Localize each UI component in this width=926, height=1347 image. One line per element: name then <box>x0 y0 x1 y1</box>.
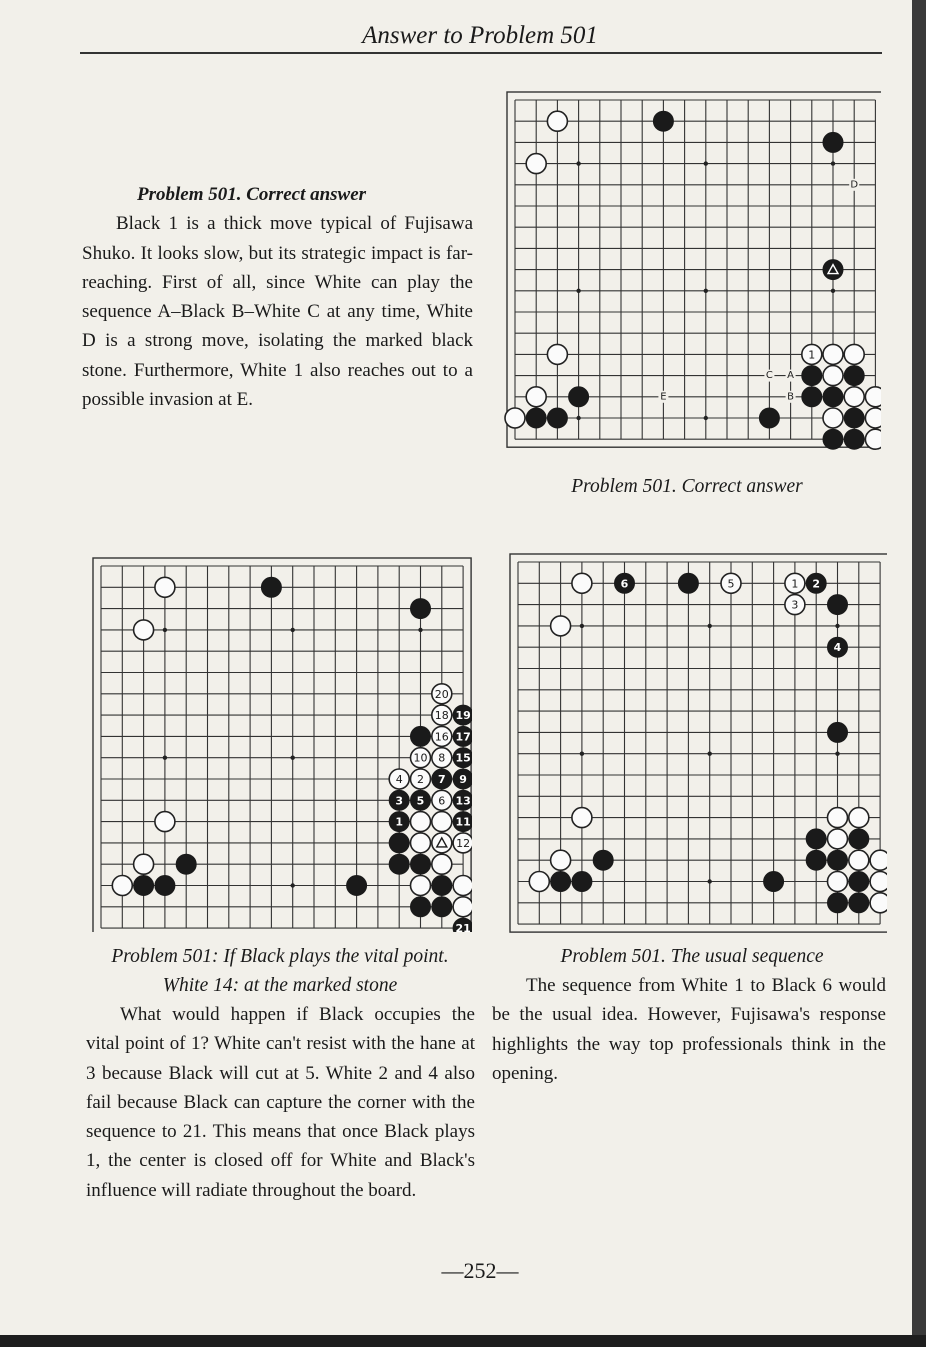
white-stone <box>828 829 848 849</box>
white-stone <box>529 872 549 892</box>
star-point <box>163 756 167 760</box>
move-number-label: 5 <box>416 794 425 808</box>
move-number-label: 4 <box>395 773 403 786</box>
black-stone <box>828 893 848 913</box>
move-number-label: 21 <box>455 922 471 932</box>
black-stone <box>849 893 869 913</box>
caption-vital-point-line1: Problem 501: If Black plays the vital point. <box>111 946 449 967</box>
black-stone <box>849 829 869 849</box>
star-point <box>291 628 295 632</box>
white-stone <box>870 893 887 913</box>
white-stone <box>849 850 869 870</box>
move-number-label: 7 <box>437 773 446 786</box>
black-stone <box>764 872 784 892</box>
board-point-letter: E <box>660 391 667 403</box>
black-stone <box>802 366 822 386</box>
move-number-label: 1 <box>395 815 404 829</box>
move-number-label: 3 <box>791 598 799 612</box>
caption-vital-point <box>70 942 490 1000</box>
black-stone <box>849 872 869 892</box>
caption-vital-point-line2: White 14: at the marked stone <box>162 975 398 996</box>
black-stone <box>572 872 592 892</box>
move-number-label: 3 <box>395 794 404 808</box>
black-stone <box>828 722 848 742</box>
move-number-label: 1 <box>791 577 799 591</box>
star-point <box>580 624 584 628</box>
star-point <box>708 879 712 883</box>
black-stone <box>411 897 431 917</box>
star-point <box>835 752 839 756</box>
board-grid <box>101 566 463 928</box>
go-board-vital-point <box>88 548 472 932</box>
black-stone <box>411 854 431 874</box>
white-stone <box>551 850 571 870</box>
page-edge-shadow <box>912 0 926 1347</box>
white-stone <box>870 850 887 870</box>
white-stone <box>411 833 431 853</box>
page-header: Answer to Problem 501 <box>362 22 598 49</box>
black-stone <box>844 366 864 386</box>
black-stone <box>547 408 567 428</box>
star-point <box>704 416 708 420</box>
move-number-label: 16 <box>434 730 449 744</box>
go-board-usual-sequence <box>503 548 887 936</box>
move-number-label: 8 <box>438 751 446 765</box>
move-number-label: 6 <box>620 577 629 591</box>
white-stone <box>453 897 472 917</box>
white-stone <box>411 812 431 832</box>
move-number-label: 6 <box>438 794 446 808</box>
board-point-letter: B <box>787 391 795 403</box>
black-stone <box>828 595 848 615</box>
board-point-letter: A <box>787 370 795 382</box>
star-point <box>163 628 167 632</box>
star-point <box>708 624 712 628</box>
move-number-label: 18 <box>434 709 449 723</box>
white-stone <box>844 387 864 407</box>
vital-point-body: What would happen if Black occupies the vital point of 1? White can't resist with the hane at 3 because Black will cut at 5. White 2 and 4 also fail because Black can capture the corner with the sequence to 21. This means that once Black plays 1, the center is closed off for White and Black's influence will radiate throughout the board. <box>86 1004 475 1201</box>
white-stone <box>865 408 881 428</box>
black-stone <box>844 429 864 449</box>
black-stone <box>759 408 779 428</box>
star-point <box>291 883 295 887</box>
black-stone <box>411 599 431 619</box>
black-stone <box>828 850 848 870</box>
star-point <box>831 289 835 293</box>
star-point <box>576 416 580 420</box>
board-point-letter: D <box>850 179 859 191</box>
usual-sequence-text <box>492 971 886 1088</box>
white-stone <box>526 154 546 174</box>
black-stone <box>261 577 281 597</box>
white-stone <box>844 344 864 364</box>
black-stone <box>411 726 431 746</box>
white-stone <box>432 833 452 853</box>
white-stone <box>572 808 592 828</box>
star-point <box>835 624 839 628</box>
white-stone <box>828 872 848 892</box>
black-stone <box>569 387 589 407</box>
black-stone <box>155 876 175 896</box>
black-stone <box>526 408 546 428</box>
star-point <box>291 756 295 760</box>
white-stone <box>823 408 843 428</box>
black-stone <box>134 876 154 896</box>
white-stone <box>823 366 843 386</box>
caption-correct-answer: Problem 501. Correct answer <box>571 476 803 497</box>
star-point <box>418 628 422 632</box>
white-stone <box>112 876 132 896</box>
move-number-label: 10 <box>413 751 428 765</box>
header-rule <box>80 52 882 54</box>
page-bottom-edge <box>0 1335 926 1347</box>
move-number-label: 13 <box>455 794 471 808</box>
white-stone <box>547 344 567 364</box>
black-stone <box>593 850 613 870</box>
black-stone <box>806 829 826 849</box>
move-number-label: 19 <box>455 709 471 723</box>
move-number-label: 2 <box>417 773 424 786</box>
white-stone <box>411 876 431 896</box>
star-point <box>704 161 708 165</box>
vital-point-text <box>86 1000 475 1205</box>
black-stone <box>389 833 409 853</box>
move-number-label: 17 <box>455 730 471 744</box>
move-number-label: 4 <box>833 641 842 655</box>
white-stone <box>134 620 154 640</box>
white-stone <box>505 408 525 428</box>
black-stone <box>389 854 409 874</box>
black-stone <box>653 111 673 131</box>
white-stone <box>432 854 452 874</box>
usual-sequence-body: The sequence from White 1 to Black 6 would be the usual idea. However, Fujisawa's response highlights the way top professionals think in the opening. <box>492 975 886 1084</box>
star-point <box>576 289 580 293</box>
star-point <box>576 161 580 165</box>
correct-answer-title: Problem 501. Correct answer <box>137 184 367 205</box>
caption-usual-sequence: Problem 501. The usual sequence <box>560 946 824 967</box>
white-stone <box>134 854 154 874</box>
white-stone <box>870 872 887 892</box>
go-board-correct-answer <box>497 86 881 466</box>
page-number: —252— <box>441 1258 519 1283</box>
black-stone <box>432 897 452 917</box>
board-grid <box>518 562 880 924</box>
star-point <box>831 161 835 165</box>
board-grid <box>515 100 875 439</box>
white-stone <box>572 573 592 593</box>
black-stone <box>823 387 843 407</box>
black-stone <box>176 854 196 874</box>
white-stone <box>865 387 881 407</box>
move-number-label: 5 <box>727 577 735 591</box>
move-number-label: 20 <box>434 687 449 701</box>
white-stone <box>155 577 175 597</box>
black-stone <box>823 260 843 280</box>
move-number-label: 15 <box>455 751 471 765</box>
move-number-label: 9 <box>459 773 467 786</box>
black-stone <box>823 132 843 152</box>
white-stone <box>453 876 472 896</box>
move-number-label: 1 <box>808 348 816 362</box>
correct-answer-body: Black 1 is a thick move typical of Fujisawa Shuko. It looks slow, but its strategic impact is far-reaching. First of all, since White can play the sequence A–Black B–White C at any time, White D is a strong move, isolating the marked black stone. Furthermore, White 1 also reaches out to a possible invasion at E. <box>82 213 473 411</box>
black-stone <box>347 876 367 896</box>
black-stone <box>802 387 822 407</box>
black-stone <box>806 850 826 870</box>
white-stone <box>828 808 848 828</box>
move-number-label: 2 <box>812 577 821 591</box>
black-stone <box>823 429 843 449</box>
star-point <box>580 752 584 756</box>
white-stone <box>155 812 175 832</box>
black-stone <box>432 876 452 896</box>
black-stone <box>551 872 571 892</box>
board-point-letter: C <box>765 370 773 382</box>
white-stone <box>823 344 843 364</box>
white-stone <box>526 387 546 407</box>
correct-answer-section <box>82 180 473 414</box>
white-stone <box>432 812 452 832</box>
move-number-label: 11 <box>455 815 471 829</box>
white-stone <box>551 616 571 636</box>
white-stone <box>849 808 869 828</box>
star-point <box>708 752 712 756</box>
white-stone <box>865 429 881 449</box>
move-number-label: 12 <box>456 836 471 850</box>
black-stone <box>844 408 864 428</box>
black-stone <box>678 573 698 593</box>
white-stone <box>547 111 567 131</box>
star-point <box>704 289 708 293</box>
